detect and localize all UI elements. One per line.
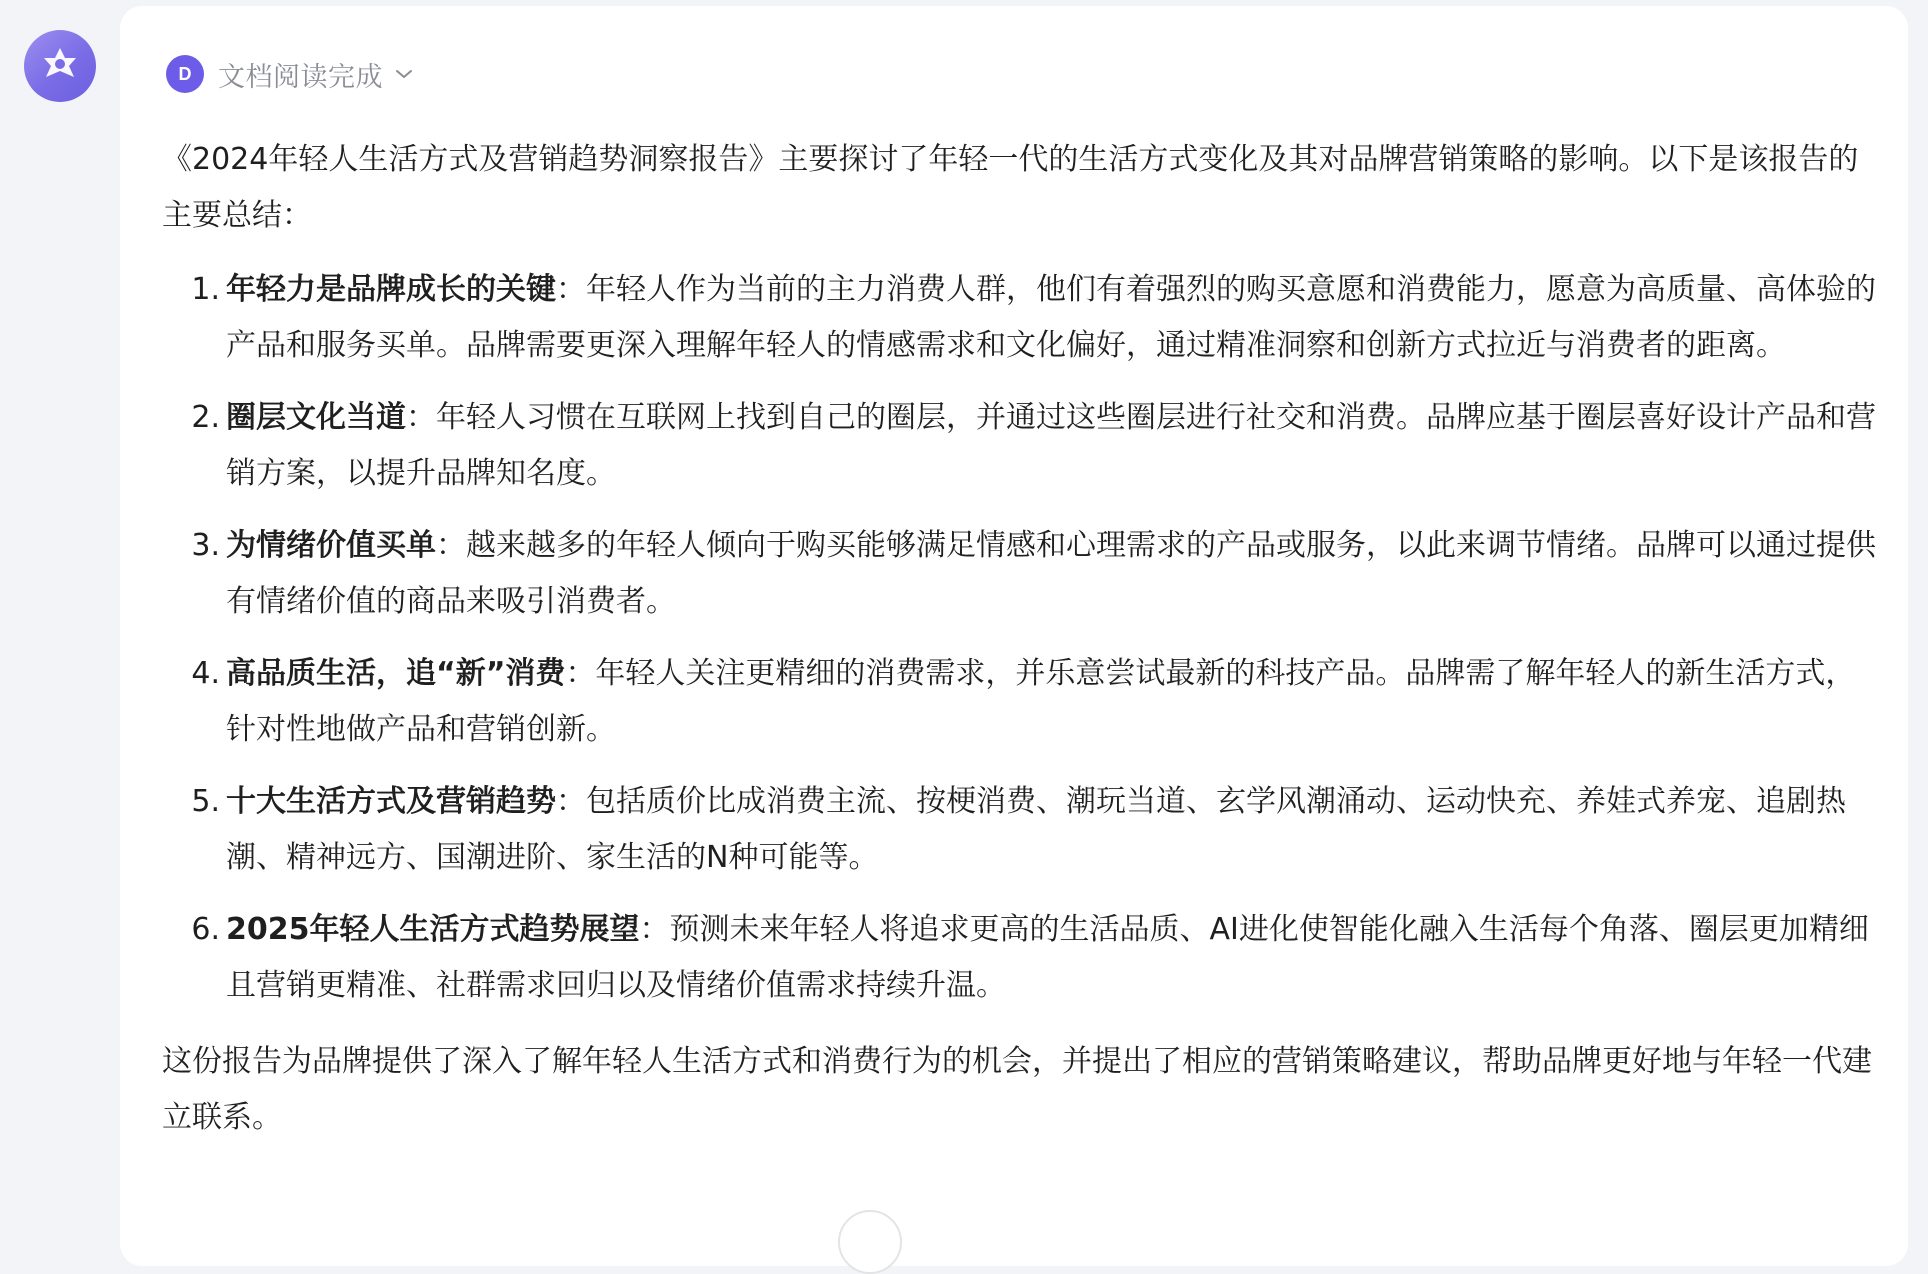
summary-list <box>162 262 1882 1014</box>
document-icon-letter: D <box>178 63 192 84</box>
list-item <box>162 390 1882 502</box>
list-item-title: 圈层文化当道 <box>226 400 406 435</box>
list-item <box>162 518 1882 630</box>
list-item-body: ：年轻人关注更精细的消费需求，并乐意尝试最新的科技产品。品牌需了解年轻人的新生活方式，针对性地做产品和营销创新。 <box>226 656 1856 747</box>
list-item-title: 年轻力是品牌成长的关键 <box>226 272 556 307</box>
message-card <box>120 6 1908 1266</box>
list-item-number: 1. <box>191 272 220 307</box>
list-item-title: 高品质生活，追“新”消费 <box>226 656 566 691</box>
list-item-title: 为情绪价值买单 <box>226 528 436 563</box>
message-content <box>162 132 1882 1146</box>
document-status-label: 文档阅读完成 <box>218 61 383 93</box>
list-item-body: ：越来越多的年轻人倾向于购买能够满足情感和心理需求的产品或服务，以此来调节情绪。品牌可以通过提供有情绪价值的商品来吸引消费者。 <box>226 528 1876 619</box>
list-item-body: ：包括质价比成消费主流、按梗消费、潮玩当道、玄学风潮涌动、运动快充、养娃式养宠、追剧热潮、精神远方、国潮进阶、家生活的N种可能等。 <box>226 784 1846 875</box>
list-item-title: 十大生活方式及营销趋势 <box>226 784 556 819</box>
list-item-body: ：年轻人习惯在互联网上找到自己的圈层，并通过这些圈层进行社交和消费。品牌应基于圈层喜好设计产品和营销方案，以提升品牌知名度。 <box>226 400 1876 491</box>
list-item-number: 2. <box>191 400 220 435</box>
assistant-logo-icon <box>38 44 82 88</box>
document-icon <box>166 55 204 93</box>
message-intro: 《2024年轻人生活方式及营销趋势洞察报告》主要探讨了年轻一代的生活方式变化及其对品牌营销策略的影响。以下是该报告的主要总结： <box>162 142 1859 233</box>
list-item <box>162 902 1882 1014</box>
message-summary: 这份报告为品牌提供了深入了解年轻人生活方式和消费行为的机会，并提出了相应的营销策略建议，帮助品牌更好地与年轻一代建立联系。 <box>162 1044 1872 1135</box>
list-item-title: 2025年轻人生活方式趋势展望 <box>226 912 640 947</box>
list-item-body: ：预测未来年轻人将追求更高的生活品质、AI进化使智能化融入生活每个角落、圈层更加精细且营销更精准、社群需求回归以及情绪价值需求持续升温。 <box>226 912 1869 1003</box>
list-item-number: 6. <box>191 912 220 947</box>
list-item-number: 3. <box>191 528 220 563</box>
list-item-number: 5. <box>191 784 220 819</box>
list-item-body: ：年轻人作为当前的主力消费人群，他们有着强烈的购买意愿和消费能力，愿意为高质量、高体验的产品和服务买单。品牌需要更深入理解年轻人的情感需求和文化偏好，通过精准洞察和创新方式拉近与消费者的距离。 <box>226 272 1876 363</box>
scroll-down-button[interactable] <box>838 1210 902 1274</box>
list-item-number: 4. <box>191 656 220 691</box>
list-item <box>162 774 1882 886</box>
assistant-avatar <box>24 30 96 102</box>
list-item <box>162 262 1882 374</box>
document-status[interactable] <box>166 52 413 96</box>
list-item <box>162 646 1882 758</box>
chevron-down-icon[interactable] <box>395 68 413 80</box>
